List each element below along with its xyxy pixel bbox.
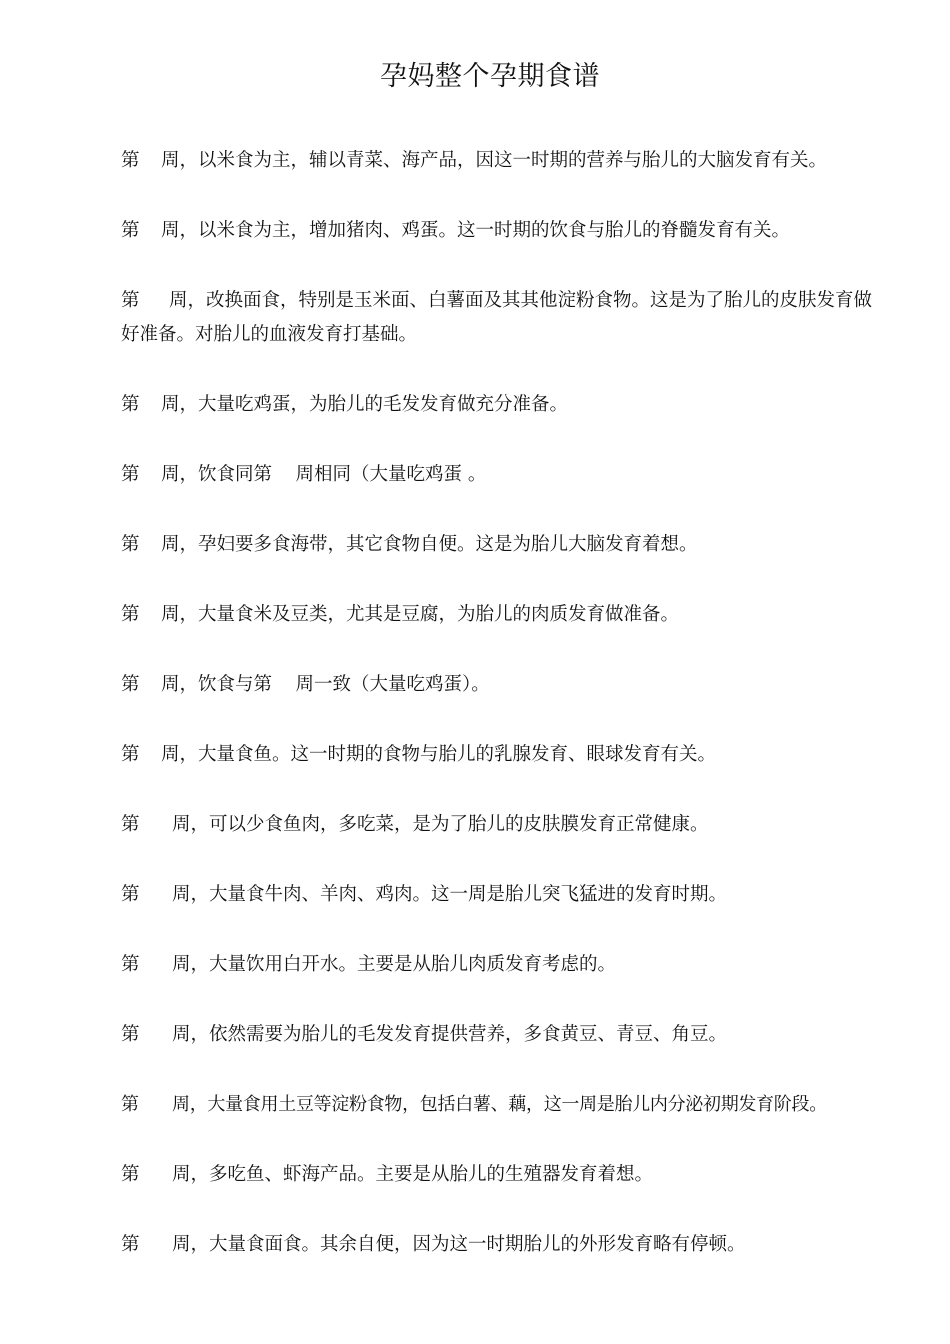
week-suffix: 周	[161, 534, 180, 555]
page-title: 孕妈整个孕期食谱	[380, 61, 600, 92]
entry-text: ，以米食为主，增加猪肉、鸡蛋。这一时期的饮食与胎儿的脊髓发育有关。	[179, 220, 791, 241]
list-item	[121, 528, 881, 562]
list-item	[121, 738, 881, 772]
week-label: 第	[121, 1234, 140, 1255]
list-item	[121, 458, 881, 492]
week-suffix: 周	[161, 394, 180, 415]
week-label: 第	[121, 534, 140, 555]
week-label: 第	[121, 1024, 140, 1045]
week-label: 第	[121, 604, 140, 625]
week-label: 第	[121, 290, 140, 311]
week-label: 第	[121, 1164, 140, 1185]
list-item	[121, 1158, 881, 1192]
entry-text: ，孕妇要多食海带，其它食物自便。这是为胎儿大脑发育着想。	[179, 534, 698, 555]
week-label: 第	[121, 884, 140, 905]
week-label: 第	[121, 394, 140, 415]
list-item	[121, 1228, 881, 1262]
entry-text: ，大量食米及豆类，尤其是豆腐，为胎儿的肉质发育做准备。	[179, 604, 680, 625]
week-suffix: 周	[161, 464, 180, 485]
entry-text: ，大量食用土豆等淀粉食物，包括白薯、藕，这一周是胎儿内分泌初期发育阶段。	[189, 1094, 827, 1115]
week-suffix: 周	[161, 744, 180, 765]
list-item	[121, 388, 881, 422]
recipe-list	[121, 144, 881, 1262]
week-suffix: 周	[172, 814, 191, 835]
week-suffix: 周	[172, 1024, 191, 1045]
list-item	[121, 214, 881, 248]
entry-text: ，改换面食，特别是玉米面、白薯面及其其他淀粉食物。这是为了胎儿的皮肤发育做好准备。对胎儿的血液发育打基础。	[121, 290, 873, 345]
week-suffix: 周	[172, 1094, 190, 1115]
entry-text: ，大量食鱼。这一时期的食物与胎儿的乳腺发育、眼球发育有关。	[179, 744, 717, 765]
list-item	[121, 284, 881, 352]
list-item	[121, 144, 881, 178]
week-label: 第	[121, 220, 140, 241]
week-label: 第	[121, 744, 140, 765]
entry-text: ，大量吃鸡蛋，为胎儿的毛发发育做充分准备。	[179, 394, 569, 415]
week-label: 第	[121, 674, 140, 695]
week-label: 第	[121, 150, 140, 171]
week-suffix: 周	[161, 220, 180, 241]
week-label: 第	[121, 954, 140, 975]
list-item	[121, 668, 881, 702]
week-suffix: 周	[161, 604, 180, 625]
week-label: 第	[121, 1094, 139, 1115]
week-suffix: 周	[161, 150, 180, 171]
week-suffix: 周	[169, 290, 188, 311]
entry-text: ，以米食为主，辅以青菜、海产品，因这一时期的营养与胎儿的大脑发育有关。	[179, 150, 828, 171]
entry-text: ，大量饮用白开水。主要是从胎儿肉质发育考虑的。	[190, 954, 617, 975]
week-suffix: 周	[172, 954, 191, 975]
entry-text: ，多吃鱼、虾海产品。主要是从胎儿的生殖器发育着想。	[190, 1164, 654, 1185]
entry-text: ，饮食同第 周相同（大量吃鸡蛋 。	[179, 464, 487, 485]
week-suffix: 周	[172, 1164, 191, 1185]
week-suffix: 周	[172, 884, 191, 905]
entry-text: ，大量食面食。其余自便，因为这一时期胎儿的外形发育略有停顿。	[190, 1234, 746, 1255]
entry-text: ，依然需要为胎儿的毛发发育提供营养，多食黄豆、青豆、角豆。	[190, 1024, 728, 1045]
list-item	[121, 808, 881, 842]
week-label: 第	[121, 814, 140, 835]
list-item	[121, 598, 881, 632]
list-item	[121, 1088, 881, 1122]
week-suffix: 周	[161, 674, 180, 695]
week-label: 第	[121, 464, 140, 485]
entry-text: ，可以少食鱼肉，多吃菜，是为了胎儿的皮肤膜发育正常健康。	[190, 814, 709, 835]
list-item	[121, 878, 881, 912]
week-suffix: 周	[172, 1234, 191, 1255]
entry-text: ，饮食与第 周一致（大量吃鸡蛋）。	[179, 674, 490, 695]
list-item	[121, 948, 881, 982]
list-item	[121, 1018, 881, 1052]
entry-text: ，大量食牛肉、羊肉、鸡肉。这一周是胎儿突飞猛进的发育时期。	[190, 884, 728, 905]
